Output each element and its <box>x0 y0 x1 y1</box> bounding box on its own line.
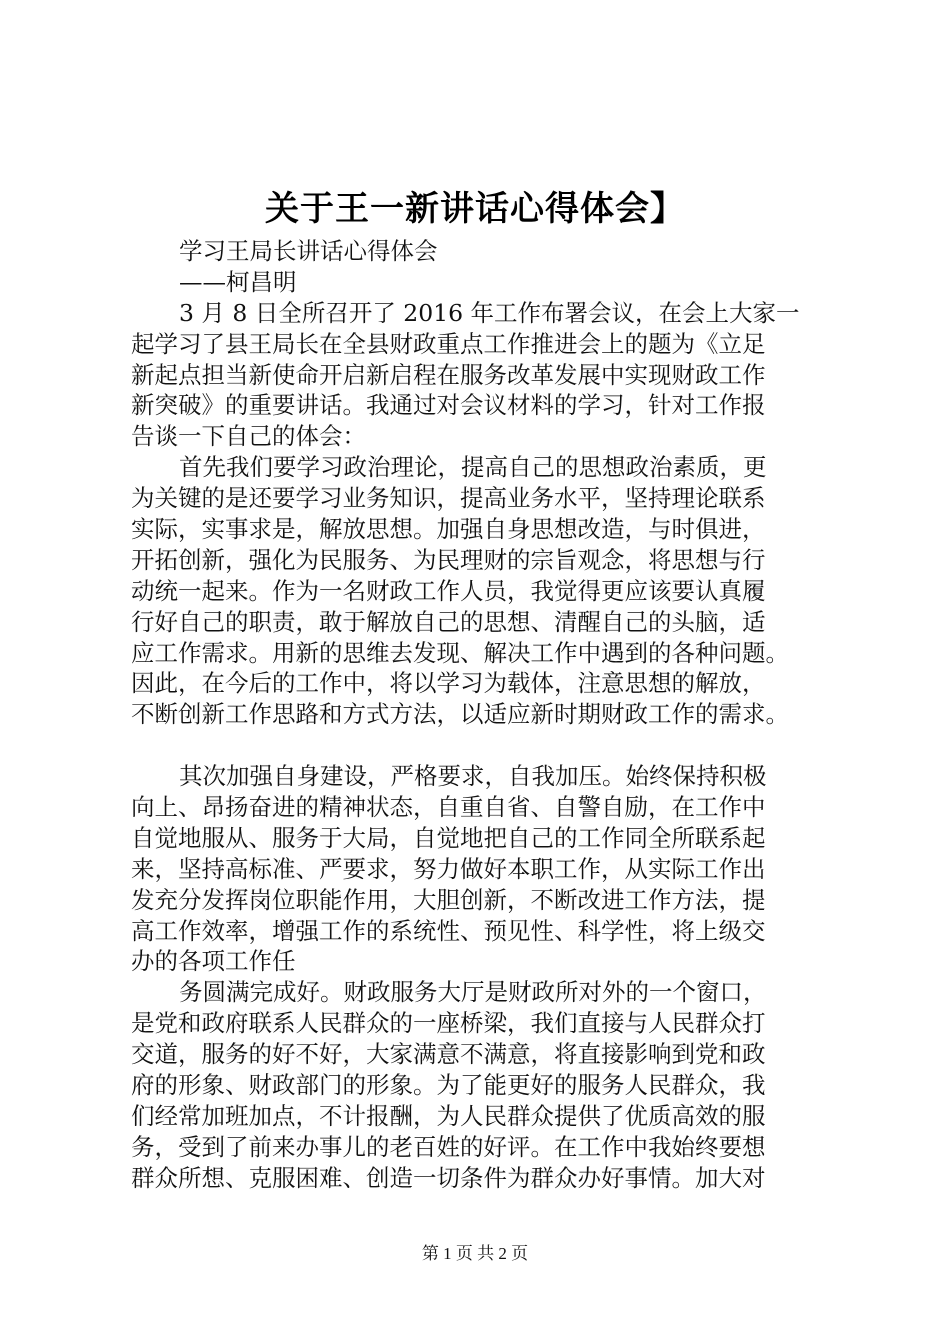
paragraph-line: 开拓创新，强化为民服务、为民理财的宗旨观念，将思想与行 <box>131 545 766 574</box>
paragraph-line: 其次加强自身建设，严格要求，自我加压。始终保持积极 <box>179 762 767 791</box>
paragraph-line: 自觉地服从、服务于大局，自觉地把自己的工作同全所联系起 <box>131 823 766 852</box>
paragraph-line: 府的形象、财政部门的形象。为了能更好的服务人民群众，我 <box>131 1071 766 1100</box>
paragraph-line: 首先我们要学习政治理论，提高自己的思想政治素质，更 <box>179 453 767 482</box>
paragraph-line: 因此，在今后的工作中，将以学习为载体，注意思想的解放， <box>131 669 766 698</box>
paragraph-line: 不断创新工作思路和方式方法，以适应新时期财政工作的需求。 <box>131 700 789 729</box>
paragraph-line: 群众所想、克服困难、创造一切条件为群众办好事情。加大对 <box>131 1163 766 1192</box>
paragraph-line: 3 月 8 日全所召开了 2016 年工作布署会议，在会上大家一 <box>179 298 800 327</box>
paragraph-line: 交道，服务的好不好，大家满意不满意，将直接影响到党和政 <box>131 1040 766 1069</box>
subtitle: 学习王局长讲话心得体会 <box>179 237 438 265</box>
paragraph-line: 高工作效率，增强工作的系统性、预见性、科学性，将上级交 <box>131 916 766 945</box>
author: ——柯昌明 <box>179 267 297 296</box>
paragraph-line: 来，坚持高标准、严要求，努力做好本职工作，从实际工作出 <box>131 854 766 883</box>
document-title: 关于王一新讲话心得体会】 <box>265 189 685 229</box>
paragraph-gap <box>131 730 831 761</box>
paragraph-line: 办的各项工作任 <box>131 947 296 976</box>
document-body <box>131 236 831 1194</box>
paragraph-line: 告谈一下自己的体会： <box>131 422 366 451</box>
paragraph-line: 们经常加班加点，不计报酬，为人民群众提供了优质高效的服 <box>131 1101 766 1130</box>
page-number: 第 1 页 共 2 页 <box>421 1244 529 1263</box>
paragraph-line: 发充分发挥岗位职能作用，大胆创新，不断改进工作方法，提 <box>131 885 766 914</box>
paragraph-line: 行好自己的职责，敢于解放自己的思想、清醒自己的头脑，适 <box>131 607 766 636</box>
paragraph-line: 起学习了县王局长在全县财政重点工作推进会上的题为《立足 <box>131 329 766 358</box>
paragraph-line: 应工作需求。用新的思维去发现、解决工作中遇到的各种问题。 <box>131 638 789 667</box>
paragraph-line: 动统一起来。作为一名财政工作人员，我觉得更应该要认真履 <box>131 576 766 605</box>
paragraph-line: 实际，实事求是，解放思想。加强自身思想改造，与时俱进， <box>131 515 766 544</box>
paragraph-line: 务圆满完成好。财政服务大厅是财政所对外的一个窗口， <box>179 978 767 1007</box>
paragraph-line: 务，受到了前来办事儿的老百姓的好评。在工作中我始终要想 <box>131 1132 766 1161</box>
paragraph-line: 新突破》的重要讲话。我通过对会议材料的学习，针对工作报 <box>131 391 766 420</box>
paragraph-line: 是党和政府联系人民群众的一座桥梁，我们直接与人民群众打 <box>131 1009 766 1038</box>
paragraph-line: 新起点担当新使命开启新启程在服务改革发展中实现财政工作 <box>131 360 766 389</box>
paragraph-line: 向上、昂扬奋进的精神状态，自重自省、自警自励，在工作中 <box>131 793 766 822</box>
paragraph-line: 为关键的是还要学习业务知识，提高业务水平，坚持理论联系 <box>131 484 766 513</box>
